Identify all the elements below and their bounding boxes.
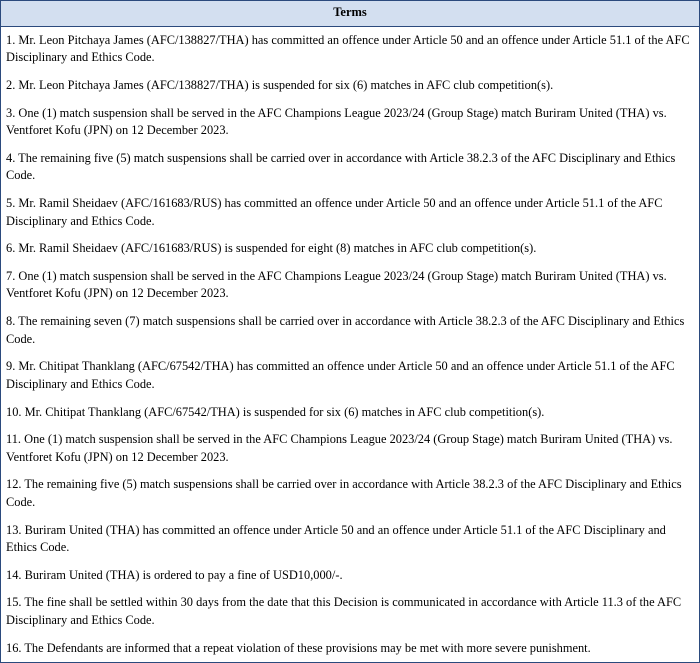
list-item: 3. One (1) match suspension shall be served in the AFC Champions League 2023/24 (Group Stage) match Buriram United (THA) vs. Ventforet Kofu (JPN) on 12 December 2023. xyxy=(6,105,667,138)
list-item: 1. Mr. Leon Pitchaya James (AFC/138827/THA) has committed an offence under Article 50 and an offence under Article 51.1 of the AFC Disciplinary and Ethics Code. xyxy=(6,32,690,65)
list-item: 12. The remaining five (5) match suspensions shall be carried over in accordance with Article 38.2.3 of the AFC Disciplinary and Ethics Code. xyxy=(6,477,682,509)
list-item: 9. Mr. Chitipat Thanklang (AFC/67542/THA) has committed an offence under Article 50 and an offence under Article 51.1 of the AFC Disciplinary and Ethics Code. xyxy=(6,359,675,391)
list-item: 10. Mr. Chitipat Thanklang (AFC/67542/THA) is suspended for six (6) matches in AFC club competition(s). xyxy=(6,404,545,419)
terms-list xyxy=(1,27,699,663)
table-header-terms: Terms xyxy=(1,1,699,27)
list-item: 6. Mr. Ramil Sheidaev (AFC/161683/RUS) is suspended for eight (8) matches in AFC club competition(s). xyxy=(6,241,537,256)
list-item: 16. The Defendants are informed that a repeat violation of these provisions may be met with more severe punishment. xyxy=(1,635,699,663)
list-item: 2. Mr. Leon Pitchaya James (AFC/138827/THA) is suspended for six (6) matches in AFC club competition(s). xyxy=(6,77,554,92)
list-item: 13. Buriram United (THA) has committed an offence under Article 50 and an offence under Article 51.1 of the AFC Disciplinary and Ethics Code. xyxy=(6,522,666,555)
list-item: 4. The remaining five (5) match suspensions shall be carried over in accordance with Article 38.2.3 of the AFC Disciplinary and Ethics Code. xyxy=(6,150,676,183)
list-item: 7. One (1) match suspension shall be served in the AFC Champions League 2023/24 (Group Stage) match Buriram United (THA) vs. Ventforet Kofu (JPN) on 12 December 2023. xyxy=(6,268,667,301)
list-item: 8. The remaining seven (7) match suspensions shall be carried over in accordance with Article 38.2.3 of the AFC Disciplinary and Ethics Code. xyxy=(6,314,685,346)
list-item: 11. One (1) match suspension shall be served in the AFC Champions League 2023/24 (Group Stage) match Buriram United (THA) vs. Ventforet Kofu (JPN) on 12 December 2023. xyxy=(6,432,673,464)
list-item: 14. Buriram United (THA) is ordered to pay a fine of USD10,000/-. xyxy=(6,567,343,582)
list-item: 15. The fine shall be settled within 30 days from the date that this Decision is communicated in accordance with Article 11.3 of the AFC Disciplinary and Ethics Code. xyxy=(6,595,682,627)
list-item: 5. Mr. Ramil Sheidaev (AFC/161683/RUS) has committed an offence under Article 50 and an offence under Article 51.1 of the AFC Disciplinary and Ethics Code. xyxy=(6,196,663,228)
